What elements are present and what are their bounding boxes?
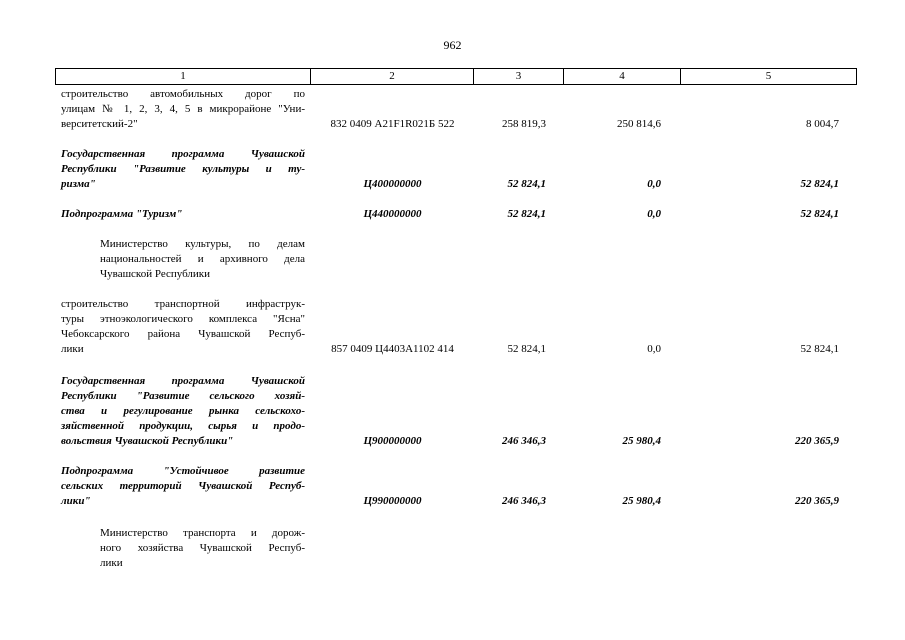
- description-line: Чувашской Республики: [100, 268, 211, 280]
- row-col-5: 52 824,1: [800, 178, 839, 190]
- description-line: улицам № 1, 2, 3, 4, 5 в микрорайоне "Уни-: [61, 103, 305, 115]
- row-col-3: 52 824,1: [507, 208, 546, 220]
- row-code: Ц900000000: [363, 435, 422, 447]
- row-col-3: 246 346,3: [502, 435, 546, 447]
- row-description: [61, 87, 305, 132]
- description-line: Государственная программа Чувашской: [61, 375, 305, 387]
- header-col-2: 2: [389, 70, 395, 82]
- description-line: Подпрограмма "Устойчивое развитие: [61, 465, 305, 477]
- row-col-3: 52 824,1: [507, 178, 546, 190]
- description-line: сельских территорий Чувашской Респуб-: [61, 480, 305, 492]
- row-description: [61, 147, 305, 192]
- description-line: Подпрограмма "Туризм": [61, 208, 183, 220]
- row-code: 832 0409 А21F1R021Б 522: [330, 118, 455, 130]
- row-col-4: 0,0: [647, 178, 661, 190]
- description-line: вольствия Чувашской Республики": [61, 435, 234, 447]
- description-line: туры этноэкологического комплекса "Ясна": [61, 313, 305, 325]
- row-col-5: 52 824,1: [800, 343, 839, 355]
- row-description: [61, 297, 305, 357]
- description-line: Чебоксарского района Чувашской Респуб-: [61, 328, 305, 340]
- row-description: [100, 526, 305, 571]
- row-code: Ц400000000: [363, 178, 422, 190]
- row-description: [61, 207, 305, 222]
- description-line: ства и регулирование рынка сельскохо-: [61, 405, 305, 417]
- row-description: [100, 237, 305, 282]
- page-number: 962: [443, 38, 462, 52]
- row-col-5: 8 004,7: [806, 118, 839, 130]
- description-line: зяйственной продукции, сырья и продо-: [61, 420, 305, 432]
- row-col-3: 246 346,3: [502, 495, 546, 507]
- row-code: Ц990000000: [363, 495, 422, 507]
- description-line: Министерство транспорта и дорож-: [100, 527, 305, 539]
- row-col-3: 52 824,1: [507, 343, 546, 355]
- description-line: строительство транспортной инфраструк-: [61, 298, 305, 310]
- row-col-3: 258 819,3: [502, 118, 546, 130]
- description-line: ного хозяйства Чувашской Респуб-: [100, 542, 305, 554]
- row-col-4: 25 980,4: [622, 495, 661, 507]
- header-col-1: 1: [180, 70, 186, 82]
- header-col-4: 4: [619, 70, 625, 82]
- row-col-5: 220 365,9: [795, 435, 839, 447]
- header-col-5: 5: [765, 70, 772, 82]
- header-col-3: 3: [515, 70, 522, 82]
- row-col-4: 0,0: [647, 208, 661, 220]
- table-header: [55, 68, 857, 85]
- description-line: национальностей и архивного дела: [100, 253, 305, 265]
- row-col-5: 220 365,9: [795, 495, 839, 507]
- row-description: [61, 374, 305, 449]
- description-line: лики": [61, 495, 91, 507]
- description-line: верситетский-2": [61, 118, 138, 130]
- row-code: Ц440000000: [363, 208, 422, 220]
- row-code: 857 0409 Ц4403А1102 414: [331, 343, 454, 355]
- row-col-4: 250 814,6: [617, 118, 661, 130]
- description-line: ризма": [61, 178, 96, 190]
- description-line: строительство автомобильных дорог по: [61, 88, 305, 100]
- row-col-4: 25 980,4: [622, 435, 661, 447]
- description-line: лики: [100, 557, 123, 569]
- row-col-4: 0,0: [647, 343, 661, 355]
- description-line: Государственная программа Чувашской: [61, 148, 305, 160]
- description-line: лики: [61, 343, 84, 355]
- row-description: [61, 464, 305, 509]
- row-col-5: 52 824,1: [800, 208, 839, 220]
- description-line: Республики "Развитие культуры и ту-: [61, 163, 305, 175]
- description-line: Республики "Развитие сельского хозяй-: [61, 390, 305, 402]
- description-line: Министерство культуры, по делам: [100, 238, 305, 250]
